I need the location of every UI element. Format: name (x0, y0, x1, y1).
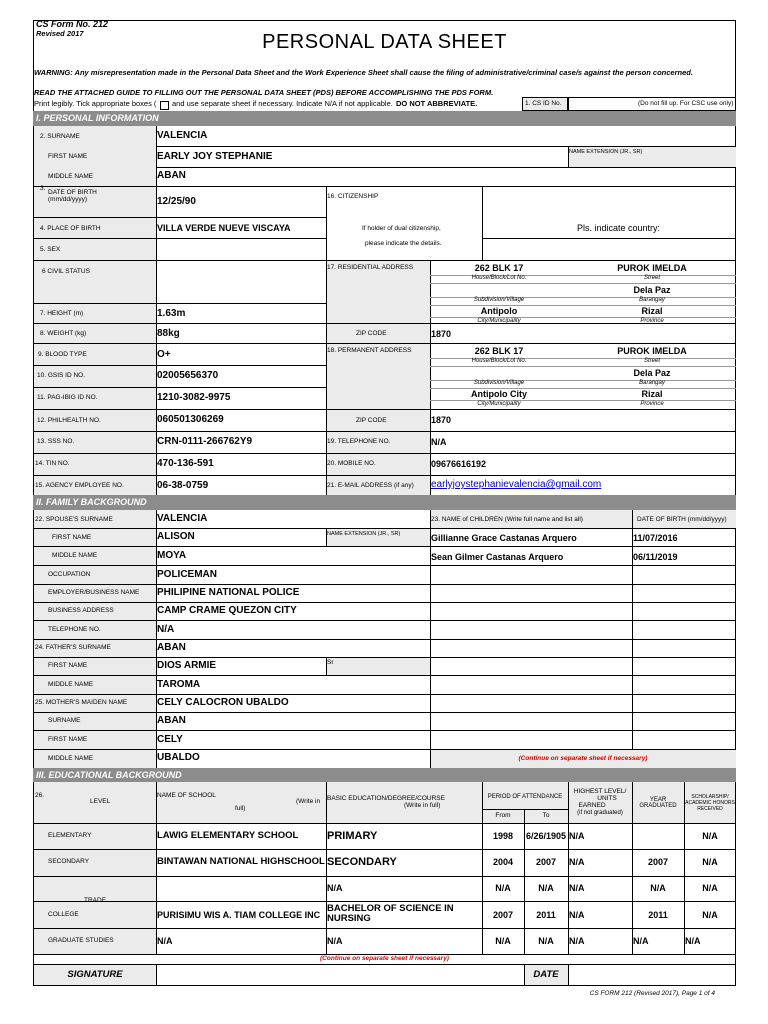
edu-from[interactable]: 2007 (492, 910, 514, 920)
child-dob[interactable]: 06/11/2019 (633, 552, 678, 562)
edu-from[interactable]: 2004 (492, 857, 514, 867)
spouse-first-name-value[interactable]: ALISON (157, 531, 195, 542)
father-surname-value[interactable]: ABAN (157, 642, 186, 653)
highest-level-header-4: (if not graduated) (577, 810, 623, 816)
middle-name-label: MIDDLE NAME (48, 173, 94, 180)
read-guide-text: READ THE ATTACHED GUIDE TO FILLING OUT THE PERSONAL DATA SHEET (PDS) BEFORE ACCOMPLISHING THE PDS FORM. (34, 88, 494, 97)
dob-value[interactable]: 12/25/90 (157, 196, 196, 207)
cs-id-note: (Do not fill up. For CSC use only) (638, 100, 734, 107)
perm-subdivision-sublabel: Subdivision/Village (473, 380, 525, 386)
honors-header-3: RECEIVED (697, 806, 723, 812)
section-personal-information: I. PERSONAL INFORMATION (33, 111, 736, 126)
edu-highest[interactable]: N/A (569, 831, 585, 841)
edu-level: ELEMENTARY (48, 832, 92, 839)
trade-label: TRADE (84, 897, 107, 904)
dob-format: (mm/dd/yyyy) (48, 196, 87, 203)
edu-year[interactable]: 2011 (648, 910, 668, 920)
perm-city-value[interactable]: Antipolo City (471, 389, 527, 399)
father-first-name-label: FIRST NAME (48, 662, 88, 669)
spouse-surname-value[interactable]: VALENCIA (157, 513, 208, 524)
middle-name-value[interactable]: ABAN (157, 170, 186, 181)
highest-level-header-3: EARNED (578, 802, 606, 809)
edu-school[interactable]: LAWIG ELEMENTARY SCHOOL (157, 830, 299, 841)
child-dob[interactable]: 11/07/2016 (633, 533, 678, 543)
spouse-telephone-label: TELEPHONE NO. (48, 626, 101, 633)
edu-highest[interactable]: N/A (569, 910, 585, 920)
edu-year[interactable]: N/A (633, 936, 649, 946)
edu-course[interactable]: N/A (327, 883, 343, 893)
father-middle-name-value[interactable]: TAROMA (157, 679, 201, 690)
name-extension-label: NAME EXTENSION (JR., SR) (569, 149, 643, 155)
edu-school[interactable]: BINTAWAN NATIONAL HIGHSCHOOL (157, 856, 325, 867)
cs-id-label: 1. CS ID No. (525, 100, 562, 107)
residential-address-label: 17. RESIDENTIAL ADDRESS (327, 264, 414, 271)
telephone-value[interactable]: N/A (431, 437, 447, 447)
children-dob-label: DATE OF BIRTH (mm/dd/yyyy) (637, 516, 727, 523)
edu-honors[interactable]: N/A (685, 936, 701, 946)
pob-label: 4. PLACE OF BIRTH (40, 225, 101, 232)
indicate-country-label: Pls. indicate country: (577, 223, 661, 233)
perm-house-value[interactable]: 262 BLK 17 (474, 346, 524, 356)
tin-value[interactable]: 470-136-591 (157, 458, 214, 469)
weight-value[interactable]: 88kg (157, 328, 180, 339)
email-label: 21. E-MAIL ADDRESS (if any) (327, 482, 414, 489)
res-street-sublabel: Street (643, 275, 660, 281)
edu-level: COLLEGE (48, 911, 79, 918)
spouse-middle-name-value[interactable]: MOYA (157, 550, 187, 561)
period-header: PERIOD OF ATTENDANCE (487, 794, 563, 800)
edu-course[interactable]: N/A (327, 936, 343, 946)
spouse-telephone-value[interactable]: N/A (157, 624, 175, 635)
res-city-sublabel: City/Municipality (477, 318, 521, 324)
course-header-sub: (Write in full) (404, 802, 441, 809)
honors-header: SCHOLARSHIP/ (691, 794, 729, 800)
print-legibly-text-2: and use separate sheet if necessary. Indicate N/A if not applicable. (172, 99, 393, 108)
res-house-value[interactable]: 262 BLK 17 (474, 263, 524, 273)
year-graduated-header-2: GRADUATED (639, 803, 677, 809)
res-city-value[interactable]: Antipolo (480, 306, 518, 316)
res-barangay-value[interactable]: Dela Paz (633, 285, 671, 295)
education-number: 26. (35, 792, 45, 799)
agency-label: 15. AGENCY EMPLOYEE NO. (35, 482, 124, 489)
edu-to[interactable]: N/A (538, 883, 554, 893)
occupation-label: OCCUPATION (48, 571, 91, 578)
employer-label: EMPLOYER/BUSINESS NAME (48, 589, 140, 596)
highest-level-header-2: UNITS (597, 795, 617, 802)
signature-label: SIGNATURE (67, 969, 123, 980)
form-number: CS Form No. 212 (36, 19, 109, 29)
first-name-label: FIRST NAME (48, 153, 88, 160)
res-province-value[interactable]: Rizal (641, 306, 663, 316)
mobile-label: 20. MOBILE NO. (327, 460, 376, 467)
mother-first-name-value[interactable]: CELY (157, 734, 183, 745)
perm-street-sublabel: Street (643, 358, 660, 364)
employer-value[interactable]: PHILIPINE NATIONAL POLICE (157, 587, 300, 598)
sss-value[interactable]: CRN-0111-266762Y9 (157, 436, 253, 447)
pagibig-label: 11. PAG-IBIG ID NO. (37, 394, 98, 401)
edu-course[interactable]: SECONDARY (327, 856, 397, 868)
res-barangay-sublabel: Barangay (639, 297, 665, 303)
school-header-write-in: (Write in (296, 798, 321, 805)
child-name[interactable]: Gillianne Grace Castanas Arquero (431, 533, 577, 543)
dual-citizenship-text-2: please indicate the details. (365, 240, 442, 247)
course-header: BASIC EDUCATION/DEGREE/COURSE (327, 795, 445, 802)
edu-highest[interactable]: N/A (569, 883, 585, 893)
sss-label: 13. SSS NO. (37, 438, 75, 445)
res-street-value[interactable]: PUROK IMELDA (617, 263, 687, 273)
pob-value[interactable]: VILLA VERDE NUEVE VISCAYA (157, 223, 291, 233)
edu-to[interactable]: 2007 (535, 857, 557, 867)
surname-label: 2. SURNAME (40, 133, 80, 140)
perm-province-sublabel: Province (640, 401, 664, 407)
edu-honors[interactable]: N/A (702, 831, 718, 841)
mother-surname-value[interactable]: ABAN (157, 715, 186, 726)
school-header: NAME OF SCHOOL (157, 792, 216, 799)
section-family-background: II. FAMILY BACKGROUND (33, 495, 736, 510)
education-continue-note: (Continue on separate sheet if necessary) (320, 955, 449, 962)
blood-type-value[interactable]: O+ (157, 349, 171, 360)
father-first-name-value[interactable]: DIOS ARMIE (157, 660, 217, 671)
school-header-full: full) (235, 805, 246, 812)
perm-zip-value[interactable]: 1870 (431, 415, 452, 425)
edu-year[interactable]: N/A (650, 883, 666, 893)
father-middle-name-label: MIDDLE NAME (48, 681, 94, 688)
business-address-value[interactable]: CAMP CRAME QUEZON CITY (157, 605, 297, 616)
philhealth-label: 12. PHILHEALTH NO. (37, 417, 101, 424)
surname-value[interactable]: VALENCIA (157, 130, 208, 141)
edu-school[interactable]: N/A (157, 936, 173, 946)
signature-field[interactable] (157, 965, 523, 985)
child-name[interactable]: Sean Gilmer Castanas Arquero (431, 552, 564, 562)
edu-course[interactable]: PRIMARY (327, 830, 378, 842)
print-legibly-text: Print legibly. Tick appropriate boxes ( (34, 99, 157, 108)
dual-citizenship-text: If holder of dual citizenship, (362, 225, 441, 232)
father-surname-label: 24. FATHER'S SURNAME (35, 644, 111, 651)
date-label: DATE (533, 969, 559, 980)
section-educational-background: III. EDUCATIONAL BACKGROUND (33, 768, 736, 782)
agency-value[interactable]: 06-38-0759 (157, 480, 209, 491)
spouse-name-ext-label: NAME EXTENSION (JR., SR) (327, 531, 401, 537)
perm-barangay-value[interactable]: Dela Paz (633, 368, 671, 378)
perm-zip-label: ZIP CODE (356, 417, 387, 424)
page-footer-note: CS FORM 212 (Revised 2017), Page 1 of 4 (589, 990, 715, 997)
perm-province-value[interactable]: Rizal (641, 389, 663, 399)
gsis-value[interactable]: 02005656370 (157, 370, 219, 381)
tick-box[interactable] (160, 101, 169, 110)
blood-type-label: 9. BLOOD TYPE (38, 351, 87, 358)
edu-honors[interactable]: N/A (702, 910, 718, 920)
res-subdivision-sublabel: Subdivision/Village (473, 297, 525, 303)
mobile-value[interactable]: 09676616192 (431, 459, 487, 469)
gsis-label: 10. GSIS ID NO. (37, 372, 86, 379)
spouse-surname-label: 22. SPOUSE'S SURNAME (35, 516, 113, 523)
edu-level: SECONDARY (48, 858, 90, 865)
year-graduated-header: YEAR (649, 797, 667, 803)
father-name-ext-value[interactable]: Sr (327, 659, 334, 666)
tin-label: 14. TIN NO. (35, 460, 70, 467)
dob-number: 3. (40, 185, 46, 192)
perm-house-sublabel: House/Block/Lot No. (471, 358, 527, 364)
business-address-label: BUSINESS ADDRESS (48, 607, 114, 614)
edu-highest[interactable]: N/A (569, 936, 585, 946)
spouse-first-name-label: FIRST NAME (52, 534, 92, 541)
edu-to[interactable]: 6/26/1905 (525, 831, 567, 841)
height-value[interactable]: 1.63m (157, 308, 186, 319)
occupation-value[interactable]: POLICEMAN (157, 569, 217, 580)
perm-barangay-sublabel: Barangay (639, 380, 665, 386)
edu-honors[interactable]: N/A (702, 883, 718, 893)
children-continue-note: (Continue on separate sheet if necessary) (518, 755, 648, 762)
level-header: LEVEL (90, 798, 111, 805)
edu-from[interactable]: 1998 (492, 831, 514, 841)
perm-city-sublabel: City/Municipality (477, 401, 521, 407)
edu-course-2[interactable]: NURSING (327, 913, 371, 924)
mother-surname-label: SURNAME (48, 717, 81, 724)
citizenship-label: 16. CITIZENSHIP (327, 193, 379, 200)
res-zip-label: ZIP CODE (356, 330, 387, 337)
email-value[interactable]: earlyjoystephanievalencia@gmail.com (431, 479, 602, 490)
pagibig-value[interactable]: 1210-3082-9975 (157, 392, 231, 403)
sex-label: 5. SEX (40, 246, 61, 253)
honors-header-2: ACADEMIC HONORS (685, 800, 735, 806)
first-name-value[interactable]: EARLY JOY STEPHANIE (157, 151, 273, 162)
perm-street-value[interactable]: PUROK IMELDA (617, 346, 687, 356)
mother-middle-name-label: MIDDLE NAME (48, 755, 94, 762)
to-header: To (542, 812, 550, 819)
warning-text: WARNING: Any misrepresentation made in the Personal Data Sheet and the Work Experience Sheet shall cause the filing of administrative/criminal case/s against the person concerned. (34, 68, 693, 77)
res-house-sublabel: House/Block/Lot No. (471, 275, 527, 281)
do-not-abbreviate: DO NOT ABBREVIATE. (396, 99, 478, 108)
telephone-label: 19. TELEPHONE NO. (327, 438, 391, 445)
children-label: 23. NAME of CHILDREN (Write full name and list all) (431, 516, 583, 523)
philhealth-value[interactable]: 060501306269 (157, 414, 224, 425)
edu-from[interactable]: N/A (495, 883, 511, 893)
weight-label: 8. WEIGHT (kg) (40, 330, 87, 337)
edu-school[interactable]: PURISIMU WIS A. TIAM COLLEGE INC (157, 910, 321, 920)
date-field[interactable] (569, 965, 735, 985)
res-zip-value[interactable]: 1870 (431, 329, 452, 339)
mother-first-name-label: FIRST NAME (48, 736, 88, 743)
mother-maiden-label: 25. MOTHER'S MAIDEN NAME (35, 699, 128, 706)
height-label: 7. HEIGHT (m) (40, 310, 84, 317)
edu-to[interactable]: N/A (538, 936, 554, 946)
civil-status-label: 6 CIVIL STATUS (42, 268, 90, 275)
res-province-sublabel: Province (640, 318, 664, 324)
dob-label: DATE OF BIRTH (48, 189, 97, 196)
mother-maiden-value[interactable]: CELY CALOCRON UBALDO (157, 697, 289, 708)
highest-level-header: HIGHEST LEVEL/ (573, 788, 627, 795)
form-revision: Revised 2017 (36, 29, 84, 38)
edu-to[interactable]: 2011 (536, 910, 556, 920)
page-title: PERSONAL DATA SHEET (262, 31, 507, 53)
edu-level: GRADUATE STUDIES (48, 937, 114, 944)
spouse-middle-name-label: MIDDLE NAME (52, 552, 98, 559)
permanent-address-label: 18. PERMANENT ADDRESS (327, 347, 412, 354)
edu-highest[interactable]: N/A (569, 857, 585, 867)
from-header: From (495, 812, 511, 819)
edu-honors[interactable]: N/A (702, 857, 718, 867)
edu-course[interactable]: BACHELOR OF SCIENCE IN (327, 903, 454, 914)
mother-middle-name-value[interactable]: UBALDO (157, 752, 200, 763)
edu-year[interactable]: 2007 (647, 857, 669, 867)
edu-from[interactable]: N/A (495, 936, 511, 946)
